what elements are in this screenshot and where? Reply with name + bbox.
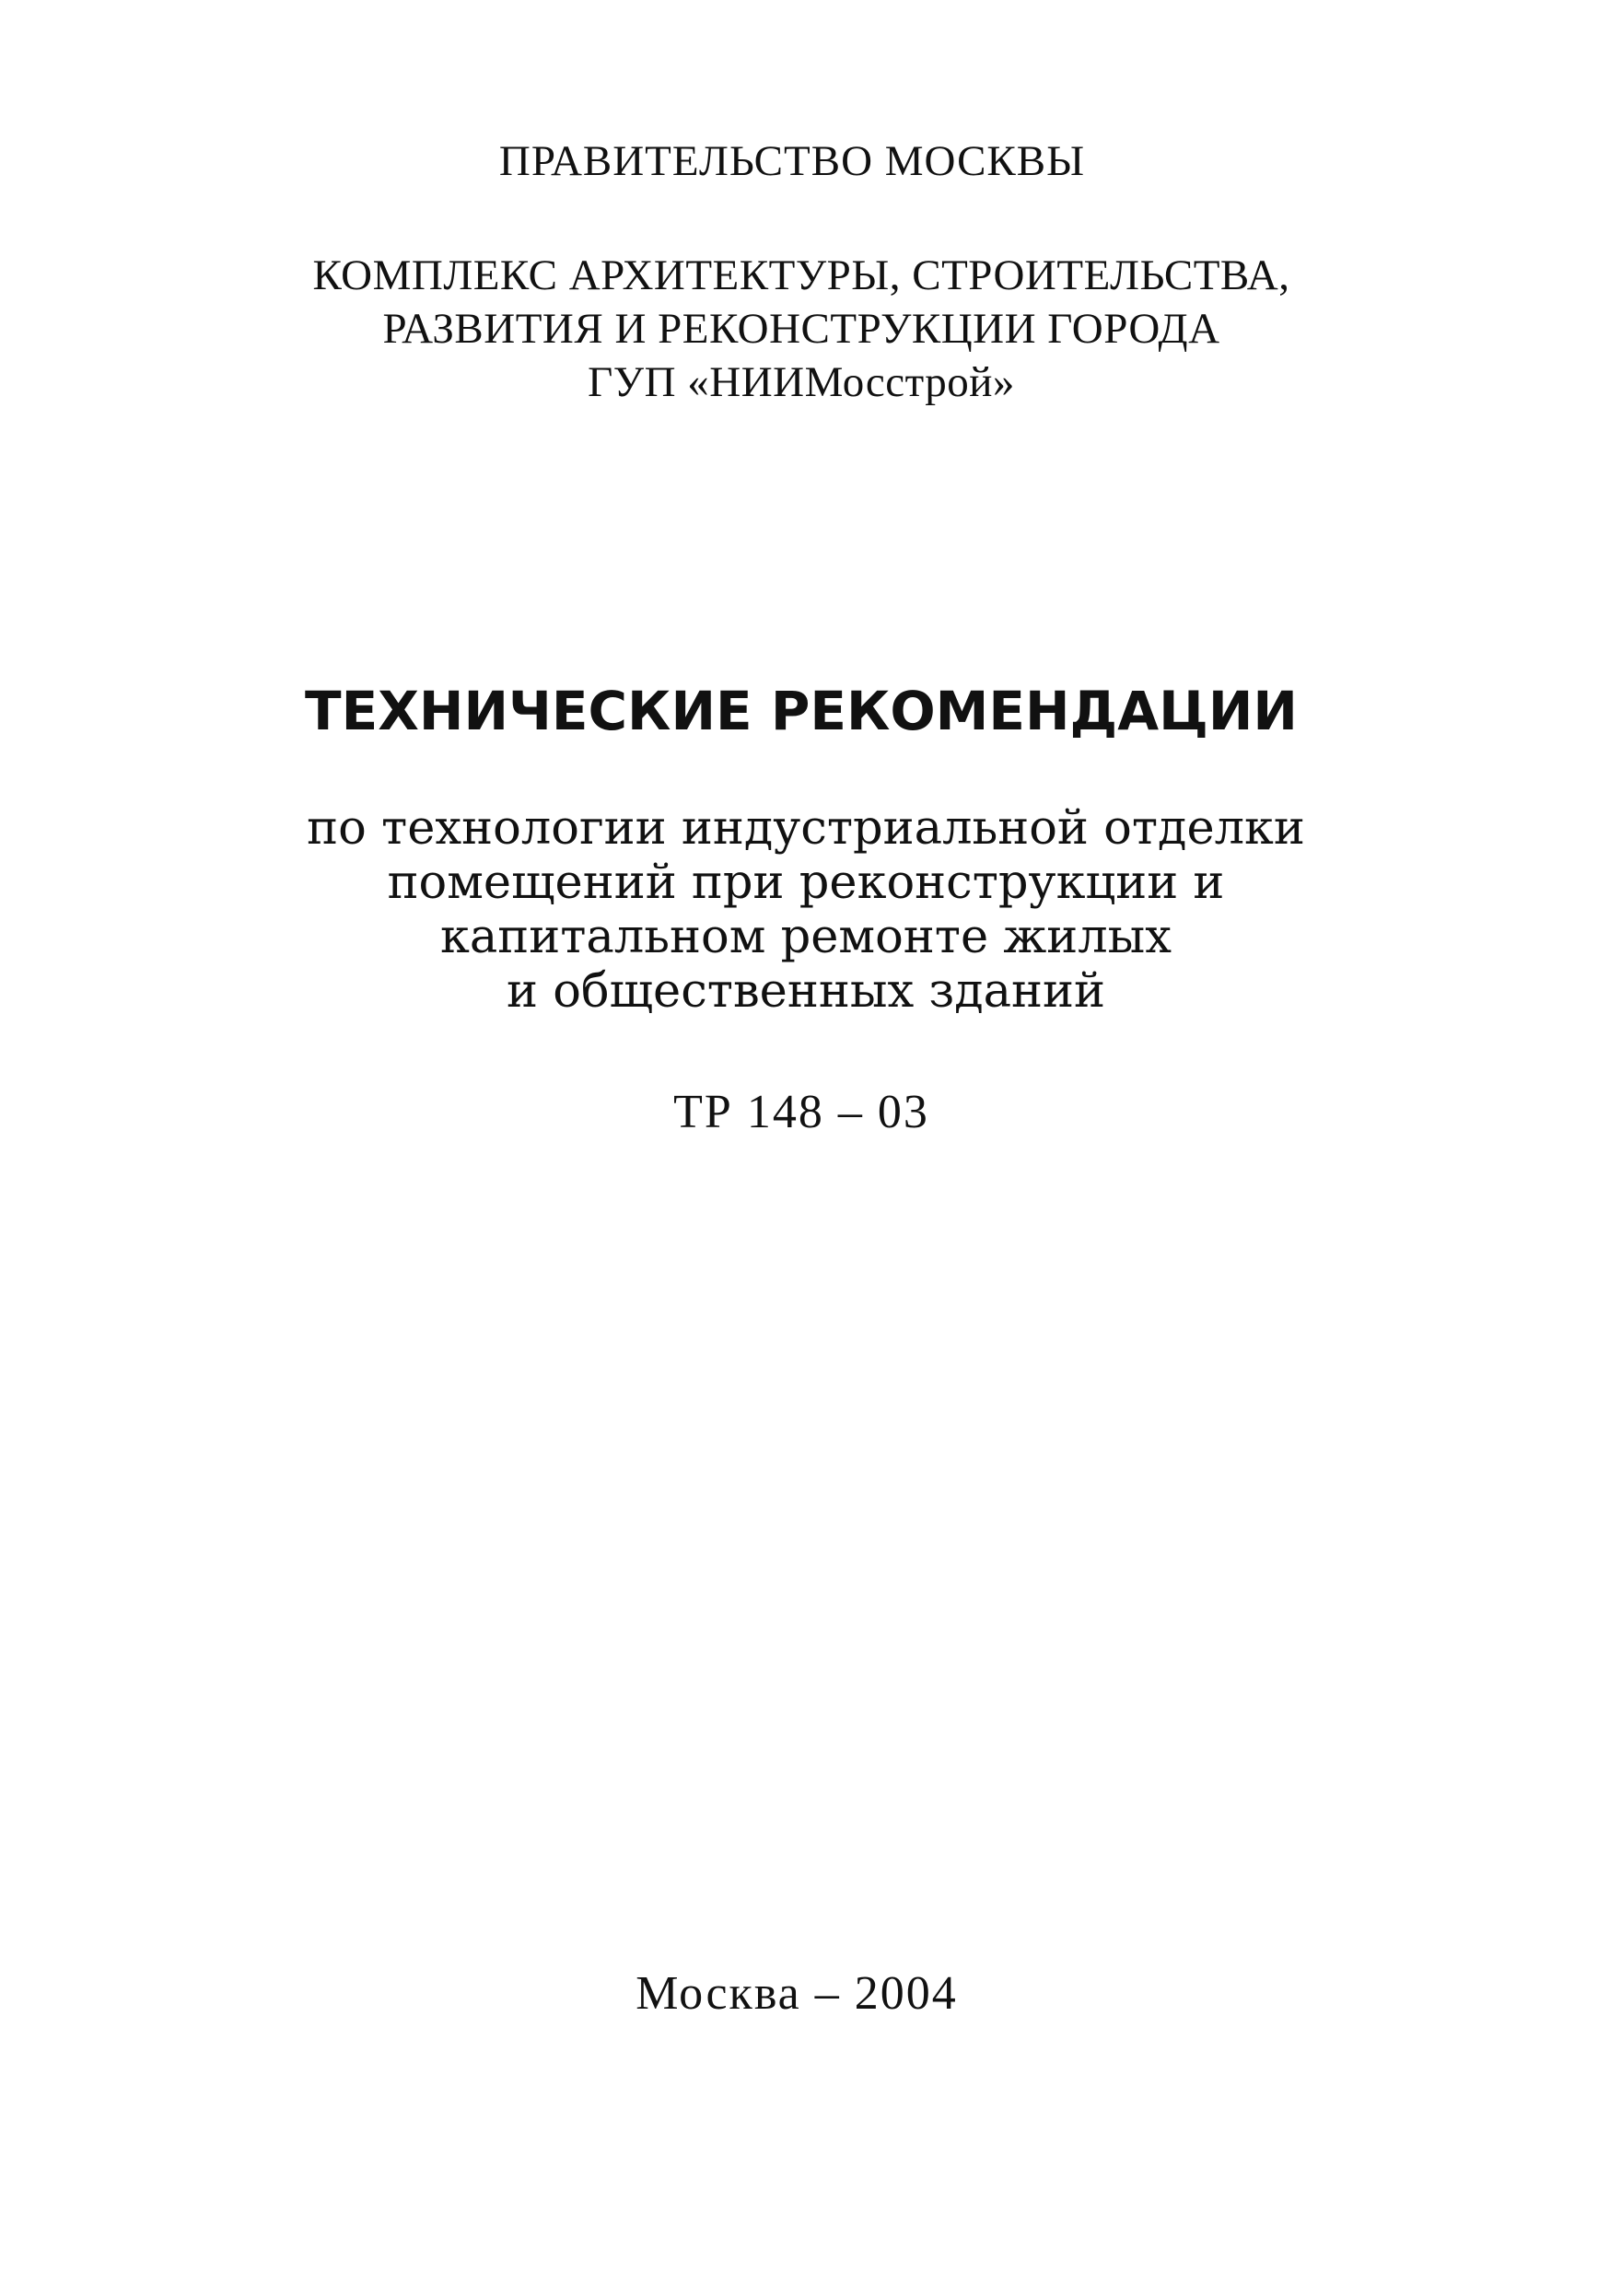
- subtitle-line-2: помещений при реконструкции и: [387, 856, 1225, 910]
- complex-line-1: КОМПЛЕКС АРХИТЕКТУРЫ, СТРОИТЕЛЬСТВА,: [312, 251, 1290, 299]
- organization-name: ГУП «НИИМосстрой»: [588, 358, 1015, 406]
- document-type-title: ТЕХНИЧЕСКИЕ РЕКОМЕНДАЦИИ: [305, 680, 1298, 742]
- complex-line-2: РАЗВИТИЯ И РЕКОНСТРУКЦИИ ГОРОДА: [382, 305, 1220, 353]
- subtitle-line-3: капитальном ремонте жилых: [439, 910, 1172, 964]
- document-subtitle: [0, 801, 1616, 1019]
- government-name: ПРАВИТЕЛЬСТВО МОСКВЫ: [498, 137, 1086, 185]
- organization-block: [0, 249, 1612, 409]
- subtitle-line-4: и общественных зданий: [506, 964, 1106, 1019]
- document-code: ТР 148 – 03: [673, 1086, 929, 1138]
- place-and-year: Москва – 2004: [636, 1967, 958, 2020]
- subtitle-line-1: по технологии индустриальной отделки: [307, 801, 1305, 856]
